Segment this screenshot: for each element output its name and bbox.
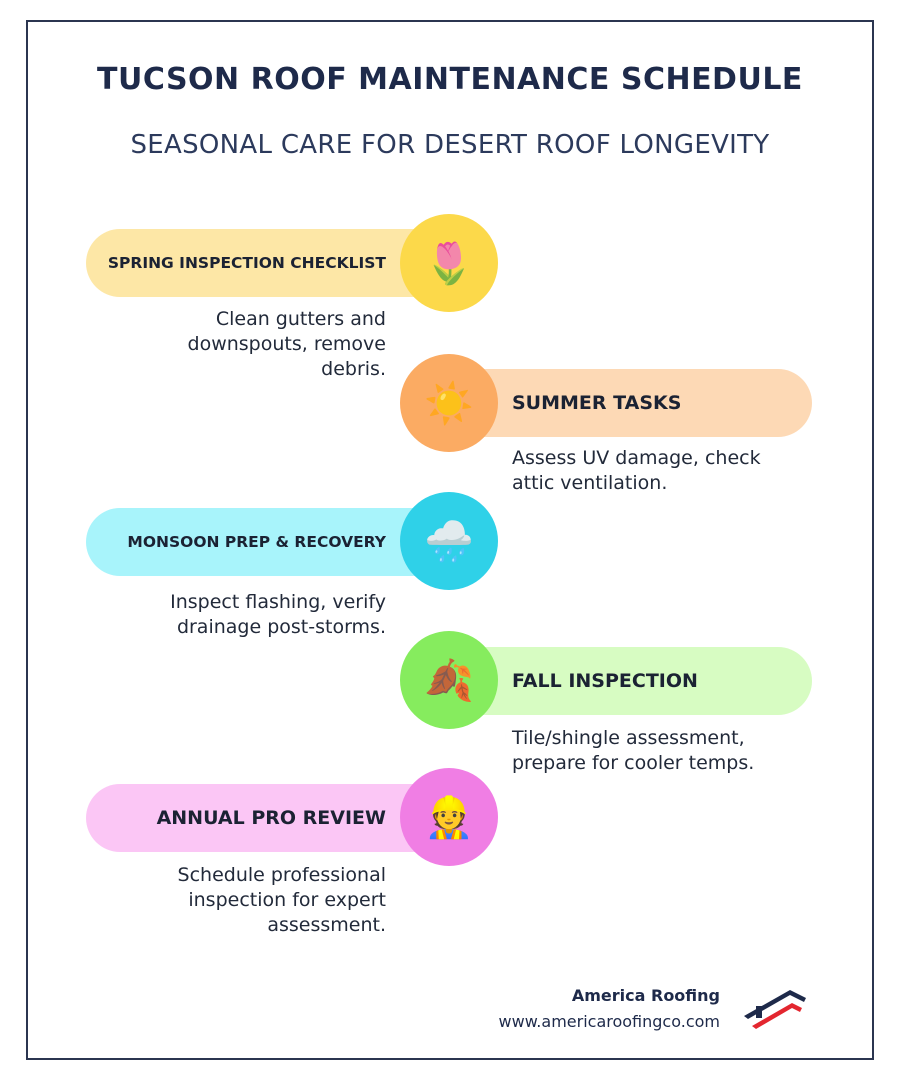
sun-icon: ☀️ <box>400 354 498 452</box>
brand-name: America Roofing <box>571 986 720 1005</box>
step-monsoon-label: MONSOON PREP & RECOVERY <box>127 533 386 551</box>
roof-logo-icon <box>742 986 808 1030</box>
step-monsoon-description: Inspect flashing, verify drainage post-storms. <box>170 591 386 638</box>
construction-worker-icon: 👷 <box>400 768 498 866</box>
page-title: TUCSON ROOF MAINTENANCE SCHEDULE <box>97 62 803 97</box>
step-summer-description: Assess UV damage, check attic ventilation. <box>512 447 761 494</box>
page-subtitle: SEASONAL CARE FOR DESERT ROOF LONGEVITY <box>130 130 770 160</box>
step-fall-label: FALL INSPECTION <box>512 670 698 692</box>
step-spring-pill <box>86 229 446 297</box>
logo-chimney <box>756 1006 762 1018</box>
step-annual-pill <box>86 784 446 852</box>
step-monsoon-pill <box>86 508 446 576</box>
fallen-leaves-icon: 🍂 <box>400 631 498 729</box>
rain-cloud-icon: 🌧️ <box>400 492 498 590</box>
tulip-icon: 🌷 <box>400 214 498 312</box>
step-annual-label: ANNUAL PRO REVIEW <box>156 807 386 829</box>
brand-url[interactable]: www.americaroofingco.com <box>498 1012 720 1031</box>
step-fall-description: Tile/shingle assessment, prepare for cooler temps. <box>512 727 755 774</box>
step-summer-label: SUMMER TASKS <box>512 392 682 414</box>
step-fall-pill <box>450 647 812 715</box>
step-spring-description: Clean gutters and downspouts, remove debris. <box>187 308 386 380</box>
step-annual-description: Schedule professional inspection for expert assessment. <box>177 864 386 936</box>
step-spring-label: SPRING INSPECTION CHECKLIST <box>107 254 386 272</box>
step-summer-pill <box>450 369 812 437</box>
